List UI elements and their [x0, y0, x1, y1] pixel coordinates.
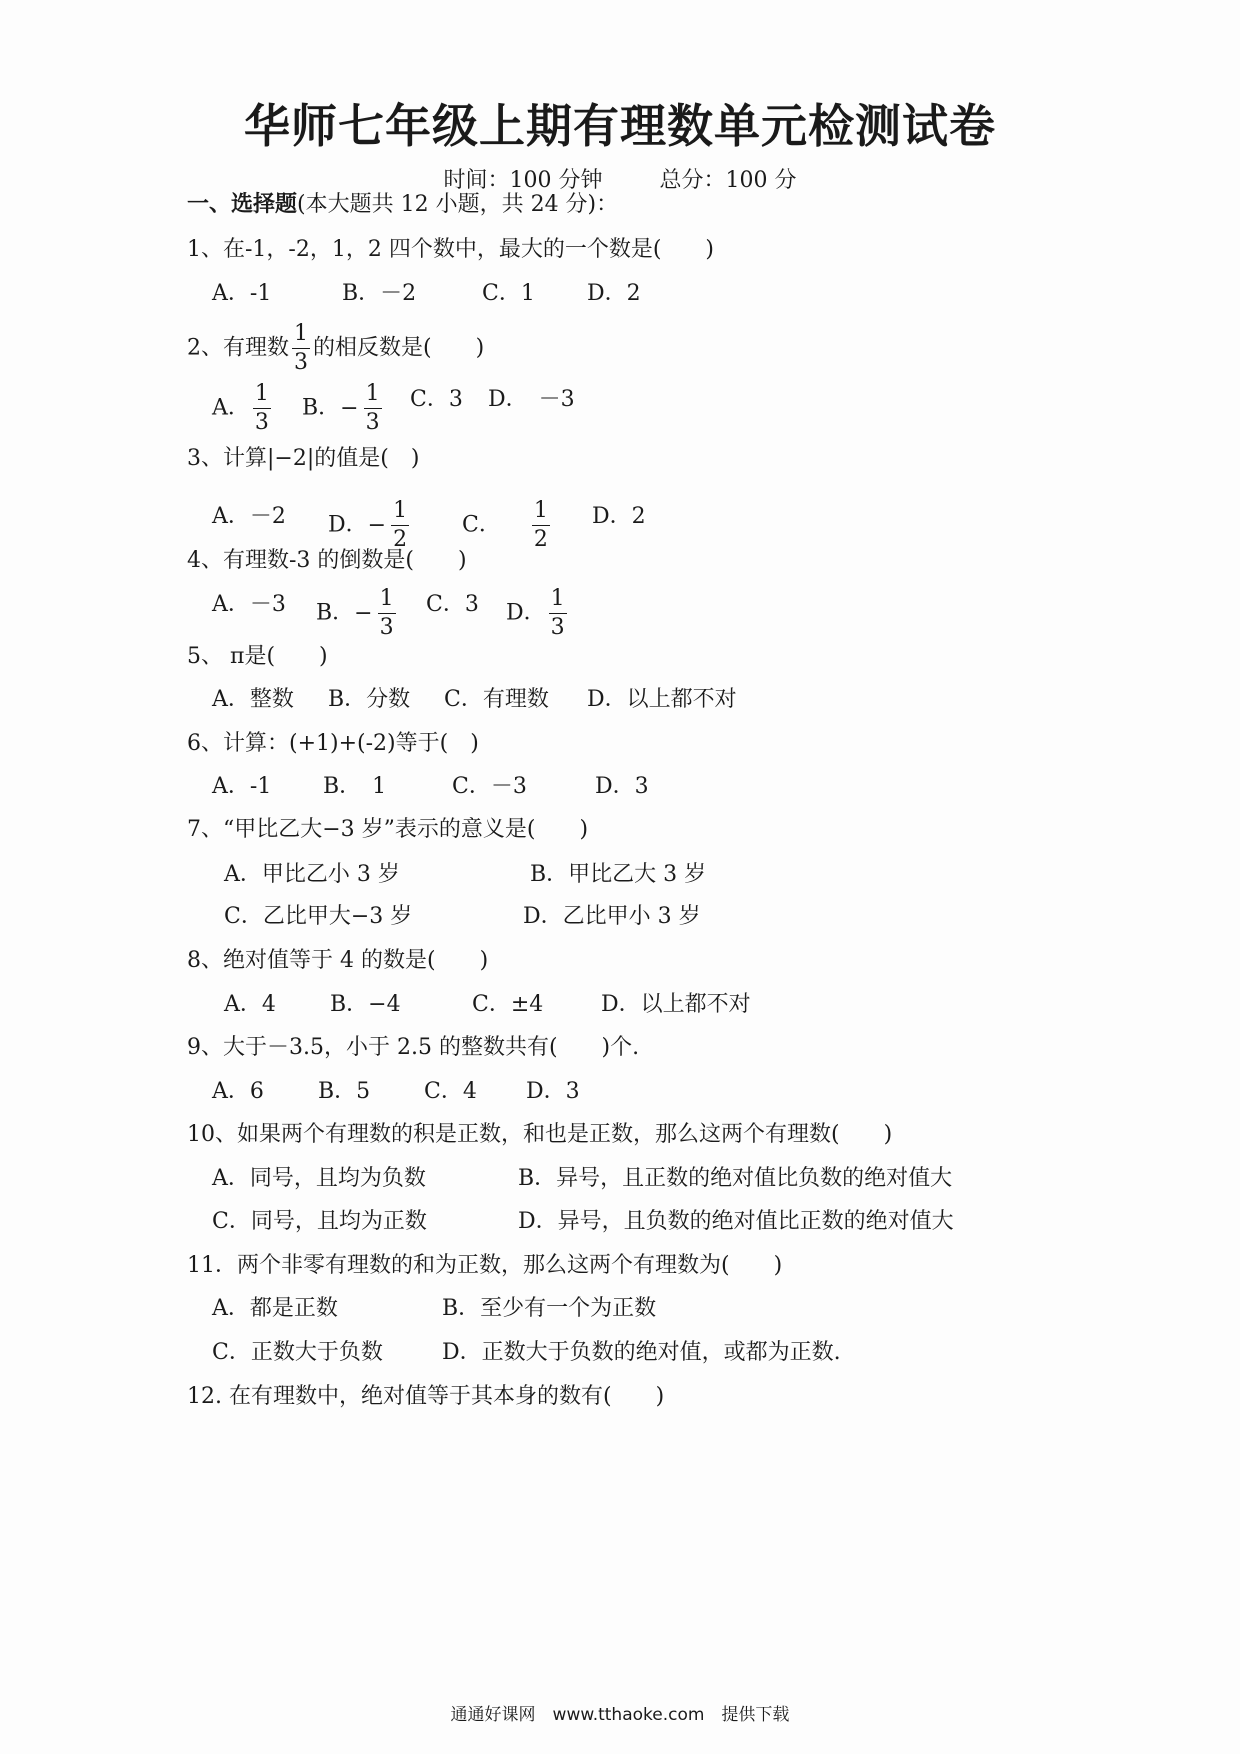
q4-b-fraction: [378, 588, 396, 639]
q8-option-c: C．±4: [472, 992, 544, 1017]
q5-option-d: D．以上都不对: [587, 687, 737, 712]
q4-option-a: A．－3: [212, 592, 286, 617]
q12-stem: 12. 在有理数中，绝对值等于其本身的数有( ): [187, 1384, 665, 1409]
q8-stem: 8、绝对值等于 4 的数是( ): [187, 948, 489, 973]
q1-stem: 1、在-1，-2，1，2 四个数中，最大的一个数是( ): [187, 237, 715, 262]
exam-meta: [0, 163, 1240, 194]
q4-stem: 4、有理数-3 的倒数是( ): [187, 548, 467, 573]
q2-b-num: 1: [364, 383, 382, 409]
q3-c-label: C．: [462, 512, 501, 538]
q4-d-den: 3: [550, 615, 565, 640]
q10-option-c: C．同号，且均为正数: [212, 1209, 427, 1234]
q4-option-c: C．3: [426, 592, 479, 617]
q6-option-b: B． 1: [323, 774, 387, 799]
q2-stem: [187, 323, 484, 374]
q2-a-fraction: [253, 383, 271, 434]
exam-total: 总分：100 分: [659, 168, 797, 193]
q3-b-num: 1: [391, 500, 409, 526]
q8-option-d: D．以上都不对: [601, 992, 751, 1017]
q7-option-a: A．甲比乙小 3 岁: [224, 862, 400, 887]
q3-option-d: D．2: [592, 504, 646, 529]
q6-option-d: D．3: [595, 774, 649, 799]
q4-b-num: 1: [378, 588, 396, 614]
q11-option-a: A．都是正数: [212, 1296, 338, 1321]
section-heading-rest: (本大题共 12 小题，共 24 分)：: [297, 192, 619, 217]
q2-option-a: [212, 383, 274, 434]
q6-option-a: A．-1: [212, 774, 272, 799]
q5-option-b: B．分数: [328, 687, 411, 712]
q7-option-d: D．乙比甲小 3 岁: [523, 904, 701, 929]
q2-a-label: A．: [212, 395, 250, 421]
q4-option-d: [506, 588, 570, 639]
exam-time: 时间：100 分钟: [443, 168, 603, 193]
q9-option-b: B．5: [318, 1079, 371, 1104]
q3-option-a: A．－2: [212, 504, 286, 529]
section-heading: [187, 188, 618, 222]
q2-option-c: C．3: [410, 387, 463, 412]
q9-option-a: A．6: [212, 1079, 264, 1104]
q3-c-num: 1: [532, 500, 550, 526]
q8-option-a: A．4: [224, 992, 276, 1017]
q4-b-label: B．: [316, 600, 355, 626]
section-heading-bold: 一、选择题: [187, 192, 298, 217]
q9-option-d: D．3: [526, 1079, 580, 1104]
q4-d-num: 1: [549, 588, 567, 614]
q10-stem: 10、如果两个有理数的积是正数，和也是正数，那么这两个有理数( ): [187, 1122, 893, 1147]
q1-option-c: C．1: [482, 281, 535, 306]
q4-b-den: 3: [379, 615, 394, 640]
q2-option-b: [302, 383, 385, 434]
q3-c-den: 2: [533, 527, 548, 552]
q3-b-label: D．: [328, 512, 368, 538]
q2-b-sign: −: [340, 395, 359, 421]
q2-a-den: 3: [254, 410, 269, 435]
q9-stem: 9、大于－3.5，小于 2.5 的整数共有( )个.: [187, 1035, 640, 1060]
footer-credit: 通通好课网 www.tthaoke.com 提供下载: [450, 1705, 790, 1725]
q2-b-fraction: [364, 383, 382, 434]
q6-option-c: C．－3: [452, 774, 527, 799]
q5-stem: 5、 π是( ): [187, 644, 328, 669]
q2-a-num: 1: [253, 383, 271, 409]
q2-option-d: D． －3: [488, 387, 575, 412]
q2-stem-num: 1: [292, 323, 310, 349]
q9-option-c: C．4: [424, 1079, 477, 1104]
q11-option-b: B．至少有一个为正数: [442, 1296, 657, 1321]
q4-d-fraction: [549, 588, 567, 639]
q2-stem-den: 3: [294, 350, 308, 375]
page-title: 华师七年级上期有理数单元检测试卷: [244, 99, 996, 153]
q6-stem: 6、计算：(+1)+(-2)等于( ): [187, 731, 479, 756]
q4-option-b: [316, 588, 399, 639]
q5-option-a: A．整数: [212, 687, 294, 712]
q11-stem: 11．两个非零有理数的和为正数，那么这两个有理数为( ): [187, 1253, 783, 1278]
q3-stem: 3、计算|−2|的值是( ): [187, 446, 420, 471]
q4-d-label: D．: [506, 600, 546, 626]
q2-stem-pre: 2、有理数: [187, 335, 289, 361]
q10-option-b: B．异号，且正数的绝对值比负数的绝对值大: [518, 1166, 953, 1191]
q1-option-b: B．－2: [342, 281, 417, 306]
q2-stem-fraction: [292, 323, 310, 374]
q2-b-label: B．: [302, 395, 341, 421]
q3-b-sign: −: [367, 512, 387, 538]
q8-option-b: B．−4: [330, 992, 401, 1017]
q10-option-a: A．同号，且均为负数: [212, 1166, 426, 1191]
q5-option-c: C．有理数: [444, 687, 549, 712]
q2-stem-post: 的相反数是( ): [313, 335, 485, 361]
q11-option-c: C．正数大于负数: [212, 1340, 383, 1365]
q2-b-den: 3: [365, 410, 380, 435]
q11-option-d: D．正数大于负数的绝对值，或都为正数.: [442, 1340, 841, 1365]
q7-stem: 7、“甲比乙大−3 岁”表示的意义是( ): [187, 817, 589, 842]
q7-option-b: B．甲比乙大 3 岁: [530, 862, 707, 887]
q3-option-c: [462, 500, 553, 551]
q10-option-d: D．异号，且负数的绝对值比正数的绝对值大: [518, 1209, 954, 1234]
q1-option-d: D．2: [587, 281, 641, 306]
q3-c-fraction: [532, 500, 550, 551]
q1-option-a: A．-1: [212, 281, 272, 306]
q4-b-sign: −: [354, 600, 373, 626]
q3-b-den: 2: [393, 527, 408, 552]
q7-option-c: C．乙比甲大−3 岁: [224, 904, 413, 929]
